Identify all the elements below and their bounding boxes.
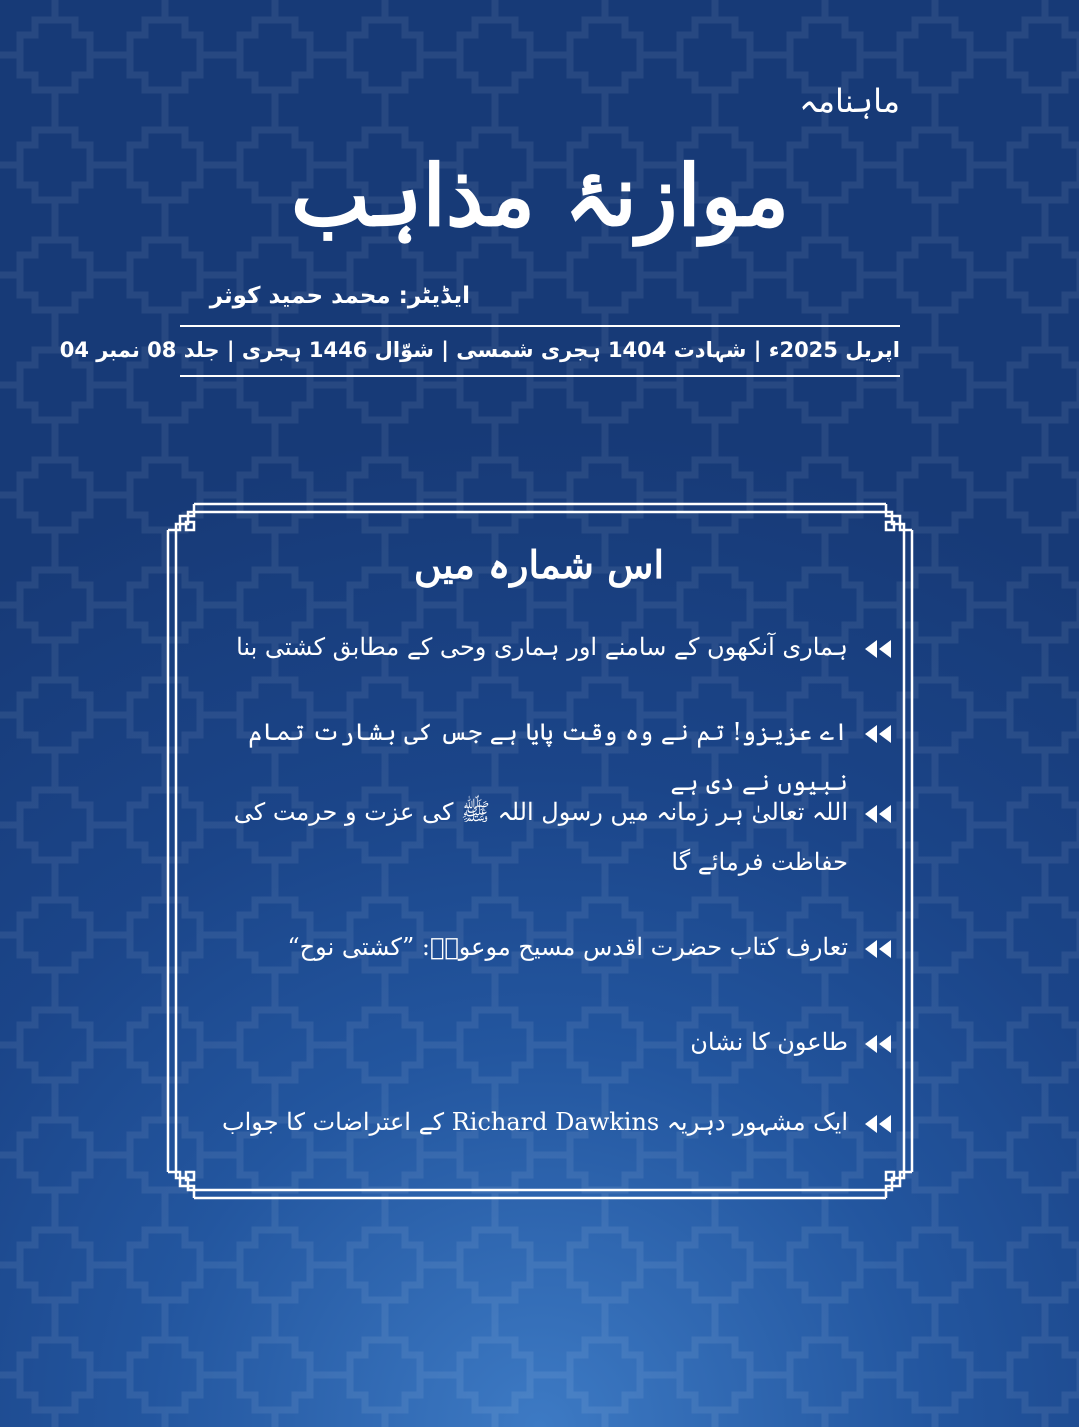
magazine-title: موازنۂ مذاہب xyxy=(290,146,790,245)
editor-line: ایڈیٹر: محمد حمید کوثر xyxy=(209,283,470,309)
toc-item-title: ایک مشہور دہریہ Richard Dawkins کے اعتراضات کا جواب xyxy=(222,1108,848,1136)
double-chevron-left-icon xyxy=(862,1113,894,1135)
bottom-divider xyxy=(180,375,900,377)
toc-heading: اس شمارہ میں xyxy=(413,542,665,587)
toc-item-title: ہماری آنکھوں کے سامنے اور ہماری وحی کے مطابق کشتی بنا xyxy=(236,633,848,661)
toc-item[interactable] xyxy=(184,795,894,887)
toc-item-title: طاعون کا نشان xyxy=(690,1028,848,1056)
toc-item[interactable] xyxy=(184,630,894,672)
double-chevron-left-icon xyxy=(862,1033,894,1055)
double-chevron-left-icon xyxy=(862,803,894,825)
double-chevron-left-icon xyxy=(862,638,894,660)
double-chevron-left-icon xyxy=(862,723,894,745)
masthead xyxy=(59,0,900,390)
toc-item-title: اے عزیزو! تم نے وہ وقت پایا ہے جس کی بشارت تمام نبیوں نے دی ہے xyxy=(248,718,848,796)
toc-item-title: تعارف کتاب حضرت اقدس مسیح موعودؑ: ”کشتی نوح“ xyxy=(287,933,848,961)
issue-dates: اپریل 2025ء | شہادت 1404 ہجری شمسی | شوّال 1446 ہجری | جلد 08 نمبر 04 xyxy=(59,338,900,362)
monthly-label: ماہنامہ xyxy=(799,82,900,120)
toc-item[interactable] xyxy=(184,1025,894,1067)
table-of-contents xyxy=(184,520,894,1180)
double-chevron-left-icon xyxy=(862,938,894,960)
toc-item-title: اللہ تعالیٰ ہر زمانہ میں رسول اللہ ﷺ کی عزت و حرمت کی حفاظت فرمائے گا xyxy=(233,798,848,876)
toc-item[interactable] xyxy=(184,1105,894,1147)
top-divider xyxy=(180,325,900,327)
toc-item[interactable] xyxy=(184,930,894,972)
